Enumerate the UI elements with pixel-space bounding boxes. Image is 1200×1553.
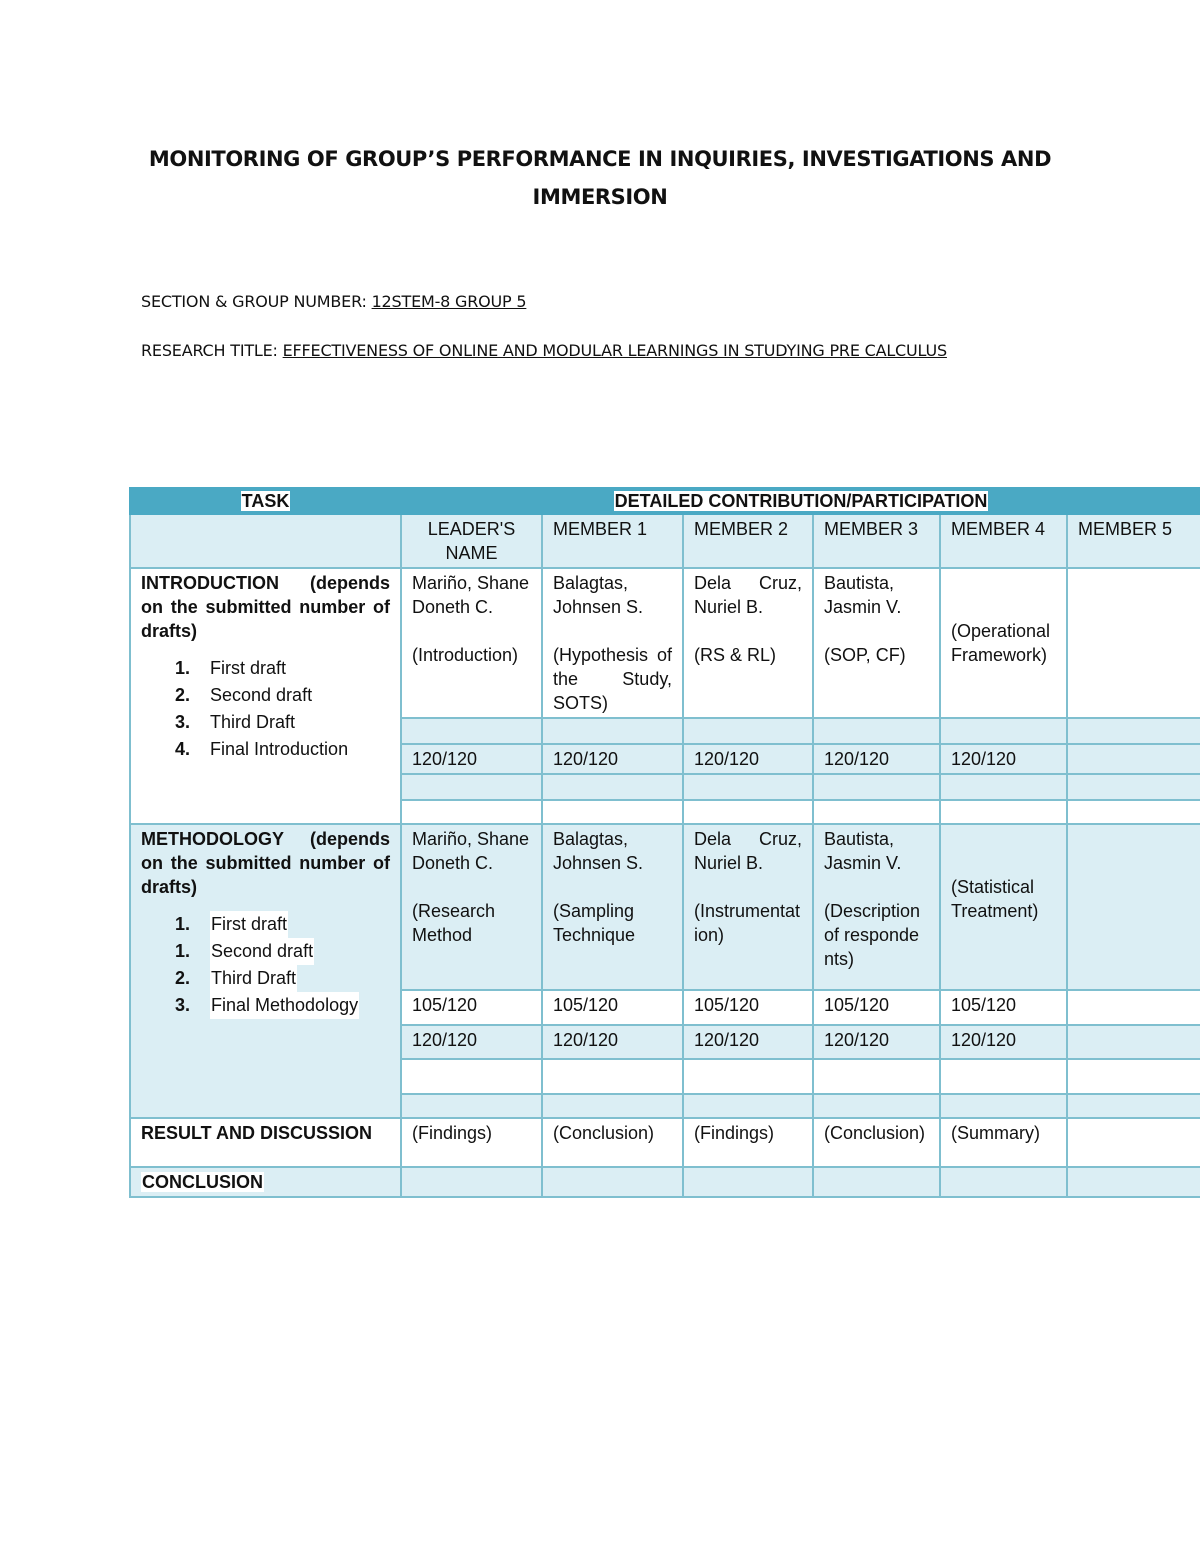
result-cell: (Summary) <box>940 1118 1067 1167</box>
score-cell: 120/120 <box>401 744 542 774</box>
document-title <box>130 140 1070 216</box>
score-cell <box>1067 744 1200 774</box>
score-cell: 105/120 <box>542 990 683 1025</box>
conclusion-row <box>130 1167 1200 1197</box>
methodology-title: METHODOLOGY (depends on the submitted number of drafts) <box>141 829 390 897</box>
table-header-row <box>130 488 1200 514</box>
score-cell <box>1067 990 1200 1025</box>
list-item: 1. First draft <box>141 911 390 938</box>
result-cell: (Conclusion) <box>813 1118 940 1167</box>
score-cell: 120/120 <box>813 1025 940 1059</box>
column-header-member-5: MEMBER 5 <box>1067 514 1200 568</box>
section-group-line <box>141 292 526 311</box>
result-task-cell <box>130 1118 401 1167</box>
conclusion-task-cell <box>130 1167 401 1197</box>
methodology-member-5-cell <box>1067 824 1200 990</box>
research-title-line <box>141 341 947 360</box>
result-cell: (Findings) <box>401 1118 542 1167</box>
introduction-title: INTRODUCTION (depends on the submitted number of drafts) <box>141 573 390 641</box>
result-title: RESULT AND DISCUSSION <box>141 1123 373 1143</box>
introduction-member-4-cell: (Operational Framework) <box>940 568 1067 718</box>
section-value: 12STEM-8 GROUP 5 <box>371 292 527 311</box>
research-value: EFFECTIVENESS OF ONLINE AND MODULAR LEARNINGS IN STUDYING PRE CALCULUS <box>282 341 947 360</box>
introduction-row <box>130 568 1200 718</box>
title-line-2: IMMERSION <box>532 185 668 209</box>
methodology-member-2-cell: Dela Cruz, Nuriel B. (Instrumentation) <box>683 824 813 990</box>
result-row <box>130 1118 1200 1167</box>
task-header: TASK <box>130 488 401 514</box>
list-item: 1. Second draft <box>141 938 390 965</box>
score-cell <box>1067 1025 1200 1059</box>
score-cell: 105/120 <box>813 990 940 1025</box>
introduction-member-2-cell: Dela Cruz, Nuriel B. (RS & RL) <box>683 568 813 718</box>
empty-cell <box>130 514 401 568</box>
research-label: RESEARCH TITLE: <box>141 341 283 360</box>
title-line-1: MONITORING OF GROUP’S PERFORMANCE IN INQUIRIES, INVESTIGATIONS AND <box>148 147 1052 171</box>
conclusion-title: CONCLUSION <box>142 1172 263 1192</box>
introduction-member-5-cell <box>1067 568 1200 718</box>
score-cell: 120/120 <box>683 1025 813 1059</box>
result-cell <box>1067 1118 1200 1167</box>
score-cell: 105/120 <box>940 990 1067 1025</box>
methodology-task-cell <box>130 824 401 1118</box>
score-cell: 120/120 <box>813 744 940 774</box>
score-cell: 105/120 <box>683 990 813 1025</box>
introduction-draft-list <box>141 655 390 763</box>
column-header-member-4: MEMBER 4 <box>940 514 1067 568</box>
list-item: 4. Final Introduction <box>175 739 349 759</box>
methodology-member-4-cell: (Statistical Treatment) <box>940 824 1067 990</box>
list-item: 3. Final Methodology <box>141 992 390 1019</box>
list-item: 3. Third Draft <box>175 712 296 732</box>
methodology-member-3-cell: Bautista, Jasmin V. (Description of respondents) <box>813 824 940 990</box>
methodology-draft-list <box>141 911 390 1019</box>
score-cell: 120/120 <box>940 744 1067 774</box>
score-cell: 105/120 <box>401 990 542 1025</box>
contribution-header: DETAILED CONTRIBUTION/PARTICIPATION <box>401 488 1200 514</box>
list-item: 1. First draft <box>175 658 287 678</box>
score-cell: 120/120 <box>683 744 813 774</box>
score-cell: 120/120 <box>401 1025 542 1059</box>
contribution-table <box>129 487 1200 1198</box>
column-header-leader: LEADER'S NAME <box>401 514 542 568</box>
methodology-leader-cell: Mariño, Shane Doneth C. (Research Method <box>401 824 542 990</box>
introduction-task-cell <box>130 568 401 824</box>
score-cell: 120/120 <box>542 744 683 774</box>
methodology-member-1-cell: Balagtas, Johnsen S. (Sampling Technique <box>542 824 683 990</box>
column-header-member-1: MEMBER 1 <box>542 514 683 568</box>
methodology-row <box>130 824 1200 990</box>
column-header-member-2: MEMBER 2 <box>683 514 813 568</box>
list-item: 2. Second draft <box>175 685 313 705</box>
column-header-row <box>130 514 1200 568</box>
introduction-member-3-cell: Bautista, Jasmin V. (SOP, CF) <box>813 568 940 718</box>
introduction-member-1-cell: Balagtas, Johnsen S. (Hypothesis of the Study, SOTS) <box>542 568 683 718</box>
score-cell: 120/120 <box>940 1025 1067 1059</box>
list-item: 2. Third Draft <box>141 965 390 992</box>
introduction-leader-cell: Mariño, Shane Doneth C. (Introduction) <box>401 568 542 718</box>
result-cell: (Conclusion) <box>542 1118 683 1167</box>
section-label: SECTION & GROUP NUMBER: <box>141 292 372 311</box>
result-cell: (Findings) <box>683 1118 813 1167</box>
column-header-member-3: MEMBER 3 <box>813 514 940 568</box>
score-cell: 120/120 <box>542 1025 683 1059</box>
